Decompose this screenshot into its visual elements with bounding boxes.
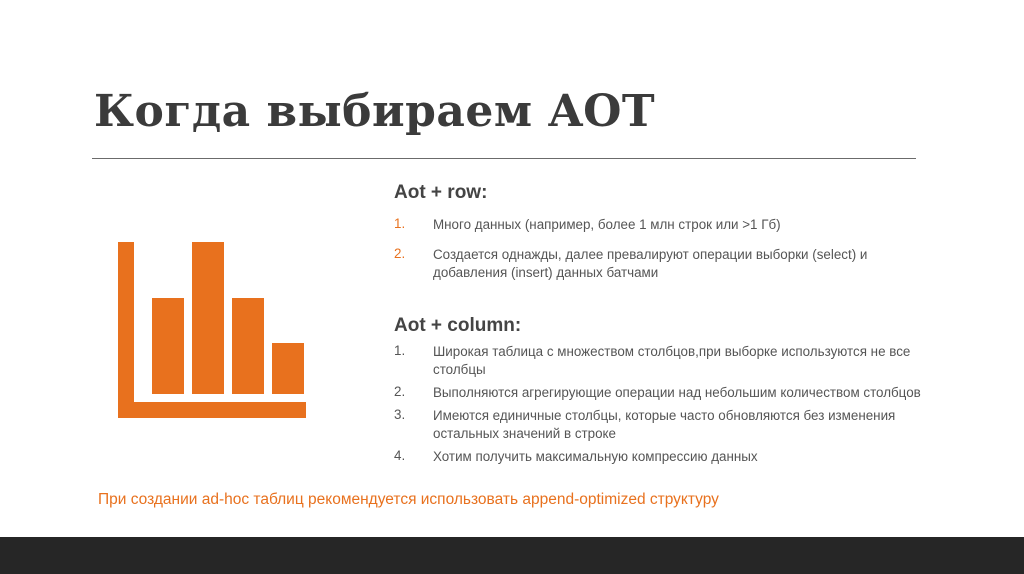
list-text: Много данных (например, более 1 млн строк или >1 Гб) — [433, 217, 781, 232]
list-text: Выполняются агрегирующие операции над небольшим количеством столбцов — [433, 385, 921, 400]
bar-chart-icon — [118, 238, 308, 424]
footer-bar — [0, 537, 1024, 574]
list-number: 2. — [394, 246, 406, 261]
list-text: Хотим получить максимальную компрессию данных — [433, 449, 758, 464]
list-item — [394, 246, 924, 282]
list-item — [394, 343, 924, 379]
list-text: Имеются единичные столбцы, которые часто обновляются без изменения остальных значений в строке — [433, 408, 896, 441]
list-item — [394, 448, 924, 466]
column-list — [394, 343, 924, 471]
section-heading-row: Aot + row: — [394, 182, 488, 203]
list-item — [394, 384, 924, 402]
list-text: Широкая таблица с множеством столбцов,при выборке используются не все столбцы — [433, 344, 911, 377]
list-number: 2. — [394, 384, 406, 399]
list-number: 1. — [394, 216, 406, 231]
recommendation-note: При создании ad-hoc таблиц рекомендуется использовать append-optimized структуру — [98, 491, 719, 508]
list-number: 4. — [394, 448, 406, 463]
list-number: 1. — [394, 343, 406, 358]
list-text: Создается однажды, далее превалируют операции выборки (select) и добавления (insert) данных батчами — [433, 247, 868, 280]
title-divider — [92, 158, 916, 159]
row-list — [394, 216, 924, 294]
chart-bar — [272, 343, 304, 394]
chart-bar — [152, 298, 184, 394]
section-heading-column: Aot + column: — [394, 315, 522, 336]
list-item — [394, 216, 924, 234]
chart-bar — [192, 242, 224, 394]
list-item — [394, 407, 924, 443]
chart-bar — [232, 298, 264, 394]
list-number: 3. — [394, 407, 406, 422]
slide-title: Когда выбираем AOT — [94, 86, 656, 137]
